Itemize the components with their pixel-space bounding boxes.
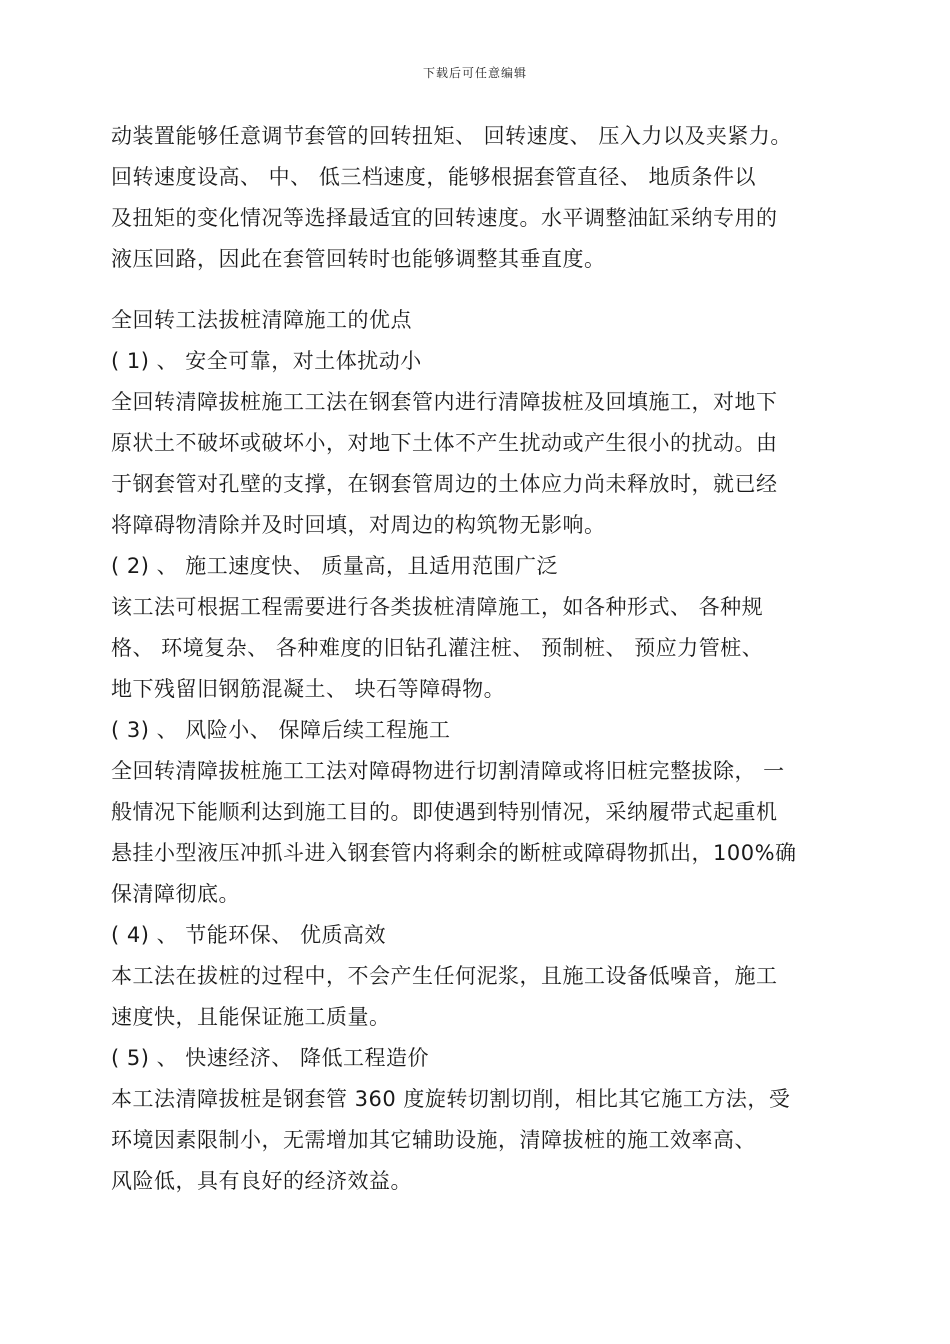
paragraph-line: 保清障彻底。 [111,882,240,906]
paragraph-line: 液压回路，因此在套管回转时也能够调整其垂直度。 [111,247,606,271]
paragraph-line: 地下残留旧钢筋混凝土、 块石等障碍物。 [111,677,506,701]
paragraph-line: 及扭矩的变化情况等选择最适宜的回转速度。水平调整油缸采纳专用的 [111,206,778,230]
paragraph-line: 于钢套管对孔壁的支撑，在钢套管周边的土体应力尚未释放时，就已经 [111,472,778,496]
paragraph-line: 全回转清障拔桩施工工法在钢套管内进行清障拔桩及回填施工，对地下 [111,390,778,414]
paragraph-line: 格、 环境复杂、 各种难度的旧钻孔灌注桩、 预制桩、 预应力管桩、 [111,636,764,660]
paragraph-line: 本工法清障拔桩是钢套管 360 度旋转切割切削，相比其它施工方法，受 [111,1087,791,1111]
paragraph-line: 该工法可根据工程需要进行各类拔桩清障施工，如各种形式、 各种规 [111,595,764,619]
paragraph-line: 回转速度设高、 中、 低三档速度，能够根据套管直径、 地质条件以 [111,165,757,189]
paragraph-line: 动装置能够任意调节套管的回转扭矩、 回转速度、 压入力以及夹紧力。 [111,124,792,148]
paragraph-line: 全回转清障拔桩施工工法对障碍物进行切割清障或将旧桩完整拔除， 一 [111,759,785,783]
paragraph-line: 本工法在拔桩的过程中，不会产生任何泥浆，且施工设备低噪音，施工 [111,964,778,988]
paragraph-line: 环境因素限制小，无需增加其它辅助设施，清障拔桩的施工效率高、 [111,1128,756,1152]
paragraph-spacer [111,280,851,300]
paragraph-line: 原状土不破坏或破坏小，对地下土体不产生扰动或产生很小的扰动。由 [111,431,778,455]
paragraph-line: 悬挂小型液压冲抓斗进入钢套管内将剩余的断桩或障碍物抓出，100%确 [111,841,797,865]
subsection-heading-4: ( 4) 、 节能环保、 优质高效 [111,923,386,947]
subsection-heading-2: ( 2) 、 施工速度快、 质量高，且适用范围广泛 [111,554,558,578]
document-body [111,116,851,1202]
paragraph-line: 般情况下能顺利达到施工目的。即使遇到特别情况，采纳履带式起重机 [111,800,778,824]
section-heading: 全回转工法拔桩清障施工的优点 [111,308,412,332]
paragraph-line: 速度快，且能保证施工质量。 [111,1005,391,1029]
paragraph-line: 风险低，具有良好的经济效益。 [111,1169,412,1193]
subsection-heading-3: ( 3) 、 风险小、 保障后续工程施工 [111,718,451,742]
subsection-heading-1: ( 1) 、 安全可靠，对土体扰动小 [111,349,422,373]
page-header: 下载后可任意编辑 [422,66,527,80]
subsection-heading-5: ( 5) 、 快速经济、 降低工程造价 [111,1046,429,1070]
paragraph-line: 将障碍物清除并及时回填，对周边的构筑物无影响。 [111,513,606,537]
